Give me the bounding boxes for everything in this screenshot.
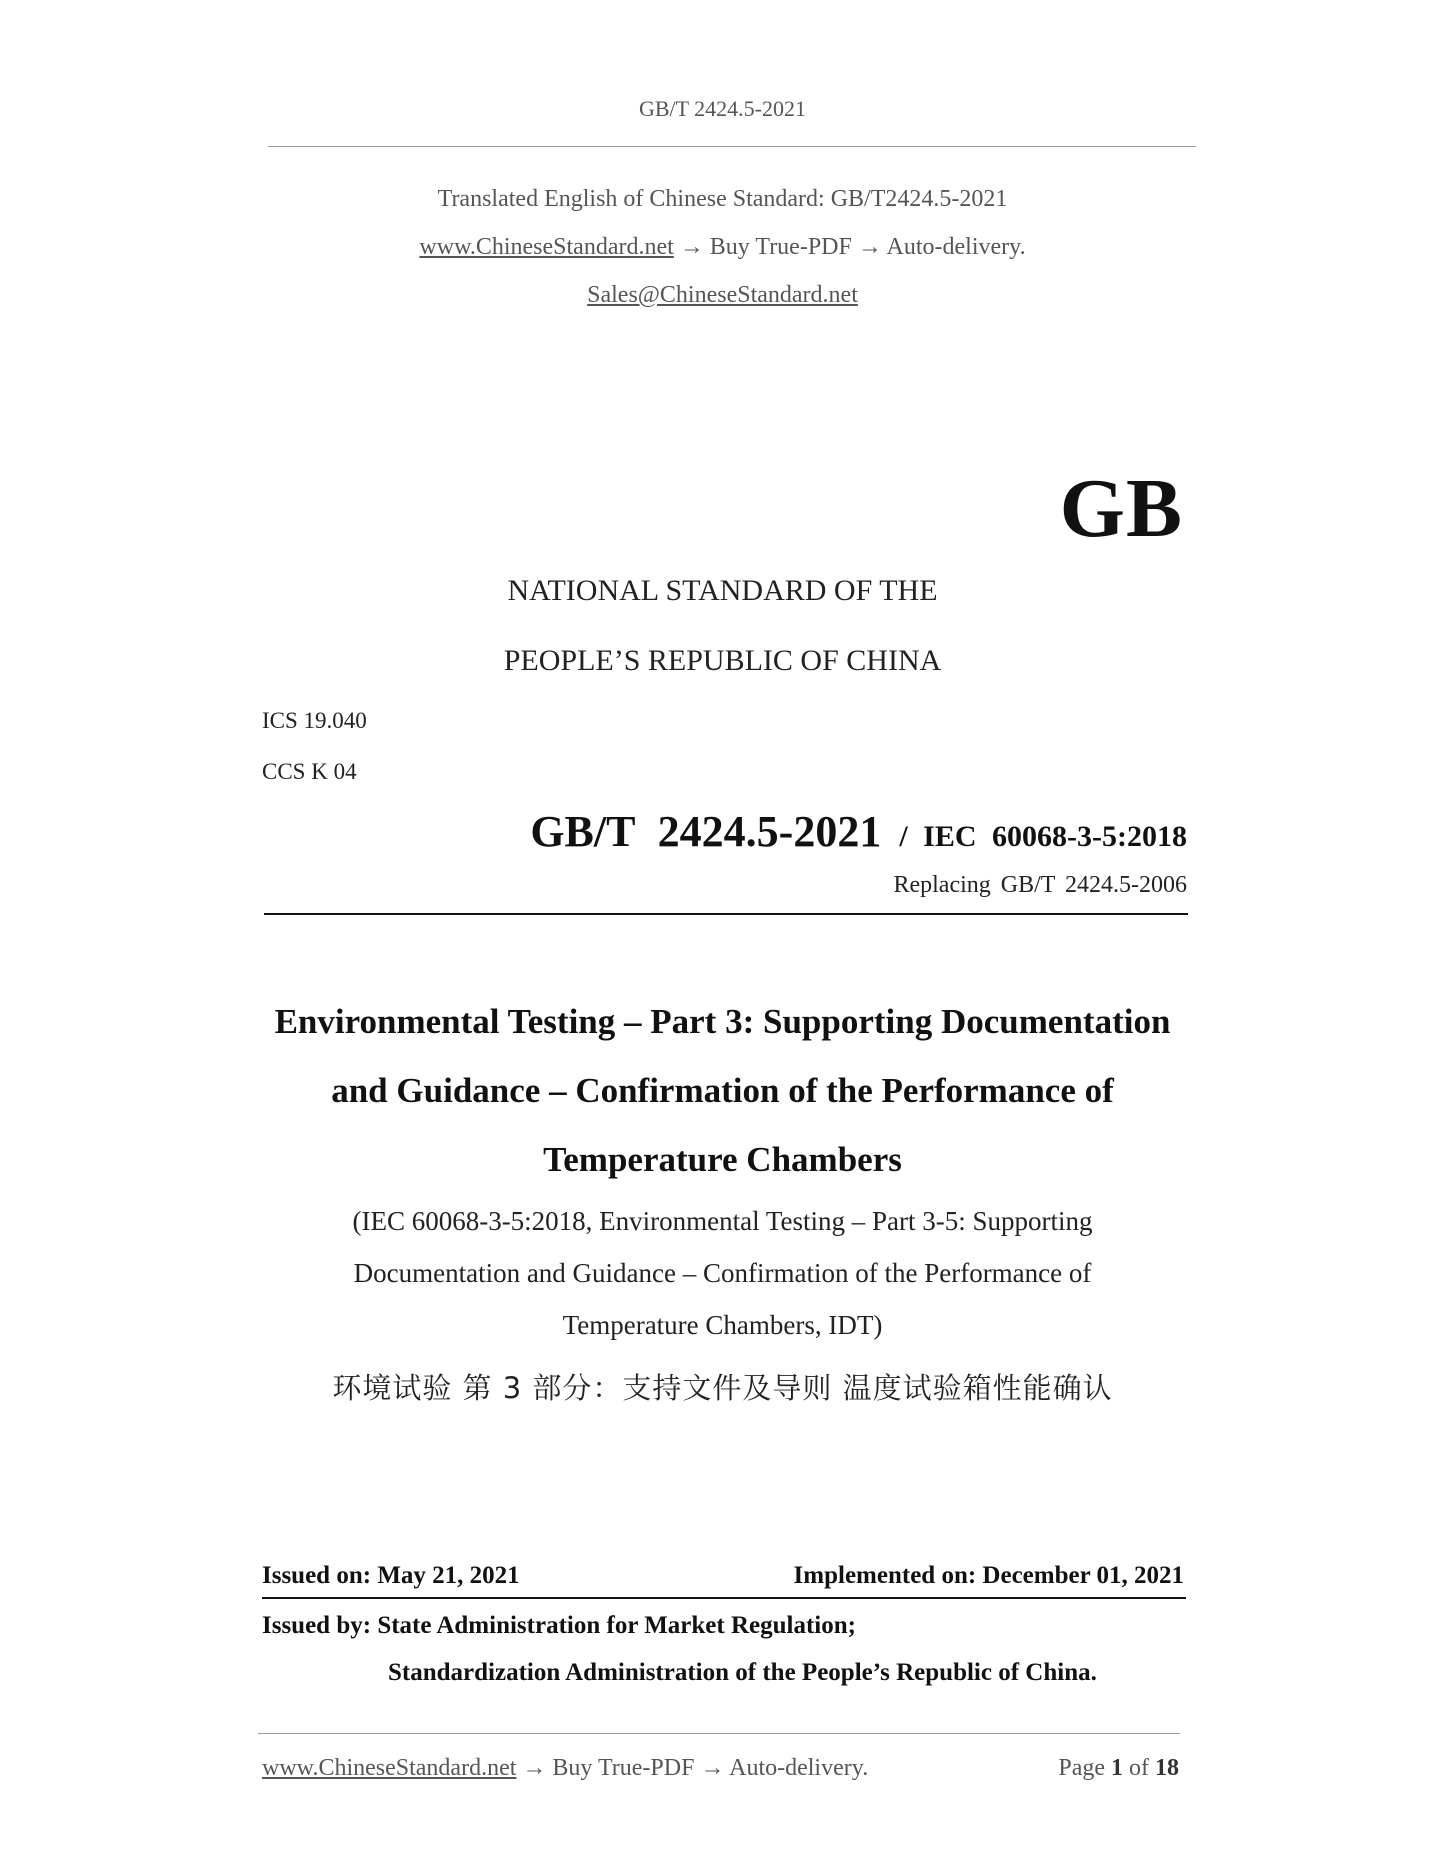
page-of-label: of	[1129, 1755, 1149, 1781]
footer-buy-text: → Buy True-PDF → Auto-delivery.	[516, 1755, 869, 1781]
promo-line-translated: Translated English of Chinese Standard: GB/T2424.5-2021	[437, 186, 1008, 212]
page-current: 1	[1111, 1755, 1123, 1781]
promo-line-email	[0, 282, 1445, 309]
header-divider	[268, 146, 1196, 147]
iec-title-line-2: Documentation and Guidance – Confirmation of the Performance of	[353, 1258, 1092, 1288]
gb-logo: GB	[1059, 462, 1183, 555]
footer-promo	[262, 1755, 868, 1782]
iec-title-line-3: Temperature Chambers, IDT)	[562, 1310, 883, 1340]
title-chinese: 环境试验 第 3 部分：支持文件及导则 温度试验箱性能确认	[332, 1371, 1113, 1405]
replacing-line: Replacing GB/T 2424.5-2006	[893, 872, 1187, 898]
implemented-on-date: Implemented on: December 01, 2021	[793, 1562, 1184, 1589]
ccs-code: CCS K 04	[262, 759, 357, 784]
website-link[interactable]: www.ChineseStandard.net	[419, 234, 674, 260]
page-indicator	[1058, 1755, 1179, 1782]
title-en-line-3: Temperature Chambers	[543, 1140, 902, 1179]
national-standard-line-1: NATIONAL STANDARD OF THE	[507, 574, 938, 607]
dates-rule	[262, 1597, 1186, 1599]
sales-email-link[interactable]: Sales@ChineseStandard.net	[587, 282, 858, 308]
running-header: GB/T 2424.5-2021	[638, 96, 807, 121]
iec-title-line-1: (IEC 60068-3-5:2018, Environmental Testing – Part 3-5: Supporting	[352, 1206, 1093, 1236]
buy-true-pdf-text: → Buy True-PDF → Auto-delivery.	[673, 234, 1026, 260]
standard-number-row	[530, 806, 1187, 857]
promo-line-buy	[0, 234, 1445, 261]
ics-code: ICS 19.040	[262, 708, 367, 733]
issued-by-line-1: Issued by: State Administration for Market Regulation;	[262, 1612, 856, 1639]
footer-website-link[interactable]: www.ChineseStandard.net	[262, 1755, 517, 1781]
title-rule	[264, 913, 1188, 915]
footer-divider	[258, 1733, 1180, 1734]
page-label: Page	[1058, 1755, 1105, 1781]
standard-number: GB/T 2424.5-2021	[530, 807, 882, 856]
page-total: 18	[1155, 1755, 1179, 1781]
issued-on-date: Issued on: May 21, 2021	[262, 1562, 520, 1589]
issued-by-line-2: Standardization Administration of the People’s Republic of China.	[388, 1659, 1097, 1686]
title-en-line-1: Environmental Testing – Part 3: Supporting Documentation	[274, 1002, 1171, 1041]
national-standard-line-2: PEOPLE’S REPUBLIC OF CHINA	[503, 644, 942, 677]
iec-equivalent: / IEC 60068-3-5:2018	[899, 820, 1187, 853]
title-en-line-2: and Guidance – Confirmation of the Performance of	[331, 1071, 1114, 1110]
